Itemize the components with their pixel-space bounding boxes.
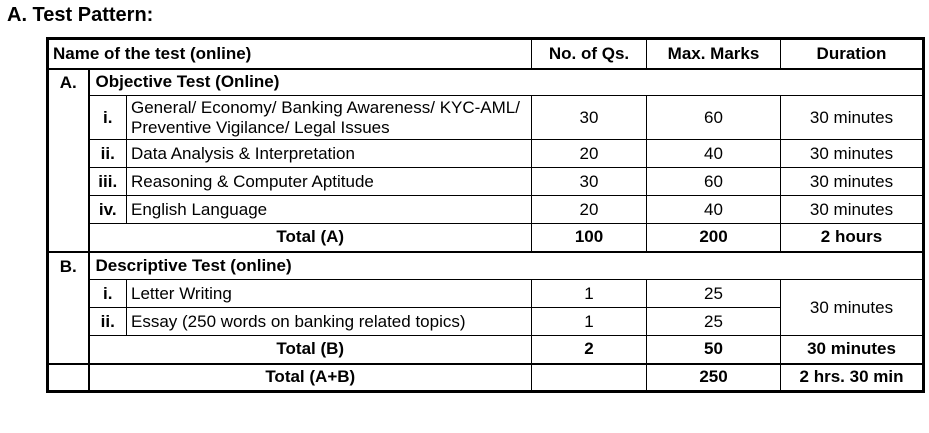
total-a-label: Total (A) — [89, 224, 532, 252]
row-number: iv. — [89, 196, 127, 224]
section-b-title-row — [48, 252, 924, 280]
grand-total-duration: 2 hrs. 30 min — [781, 364, 924, 392]
row-marks: 25 — [647, 280, 781, 308]
header-questions: No. of Qs. — [532, 39, 647, 69]
grand-total-marks: 250 — [647, 364, 781, 392]
row-duration: 30 minutes — [781, 140, 924, 168]
row-test-name: Reasoning & Computer Aptitude — [127, 168, 532, 196]
row-marks: 60 — [647, 96, 781, 140]
section-b-title: Descriptive Test (online) — [89, 252, 924, 280]
row-marks: 40 — [647, 140, 781, 168]
header-marks: Max. Marks — [647, 39, 781, 69]
page-heading: A. Test Pattern: — [7, 4, 154, 26]
table-row — [48, 140, 924, 168]
row-number: ii. — [89, 308, 127, 336]
row-number: i. — [89, 96, 127, 140]
row-number: iii. — [89, 168, 127, 196]
row-test-name: Letter Writing — [127, 280, 532, 308]
row-questions: 20 — [532, 140, 647, 168]
total-b-marks: 50 — [647, 336, 781, 364]
row-duration: 30 minutes — [781, 168, 924, 196]
total-a-marks: 200 — [647, 224, 781, 252]
table-row — [48, 96, 924, 140]
total-b-label: Total (B) — [89, 336, 532, 364]
row-questions: 20 — [532, 196, 647, 224]
row-marks: 60 — [647, 168, 781, 196]
grand-total-label: Total (A+B) — [89, 364, 532, 392]
total-b-duration: 30 minutes — [781, 336, 924, 364]
section-a-letter: A. — [48, 69, 89, 252]
row-marks: 40 — [647, 196, 781, 224]
row-test-name: Essay (250 words on banking related topics) — [127, 308, 532, 336]
row-questions: 30 — [532, 96, 647, 140]
row-duration: 30 minutes — [781, 196, 924, 224]
section-b-shared-duration: 30 minutes — [781, 280, 924, 336]
total-b-questions: 2 — [532, 336, 647, 364]
section-a-title-row — [48, 69, 924, 96]
row-questions: 1 — [532, 308, 647, 336]
row-number: i. — [89, 280, 127, 308]
grand-total-row — [48, 364, 924, 392]
grand-total-spacer — [48, 364, 89, 392]
row-test-name: Data Analysis & Interpretation — [127, 140, 532, 168]
table-row — [48, 196, 924, 224]
header-duration: Duration — [781, 39, 924, 69]
total-a-questions: 100 — [532, 224, 647, 252]
row-test-name: General/ Economy/ Banking Awareness/ KYC-AML/ Preventive Vigilance/ Legal Issues — [127, 96, 532, 140]
row-questions: 30 — [532, 168, 647, 196]
row-test-name: English Language — [127, 196, 532, 224]
row-number: ii. — [89, 140, 127, 168]
row-duration: 30 minutes — [781, 96, 924, 140]
table-header-row — [48, 39, 924, 69]
table-row — [48, 280, 924, 308]
header-name: Name of the test (online) — [48, 39, 532, 69]
table-row — [48, 168, 924, 196]
total-a-duration: 2 hours — [781, 224, 924, 252]
total-a-row — [48, 224, 924, 252]
total-b-row — [48, 336, 924, 364]
test-pattern-table — [46, 37, 925, 393]
row-questions: 1 — [532, 280, 647, 308]
section-b-letter: B. — [48, 252, 89, 364]
row-marks: 25 — [647, 308, 781, 336]
section-a-title: Objective Test (Online) — [89, 69, 924, 96]
grand-total-questions — [532, 364, 647, 392]
